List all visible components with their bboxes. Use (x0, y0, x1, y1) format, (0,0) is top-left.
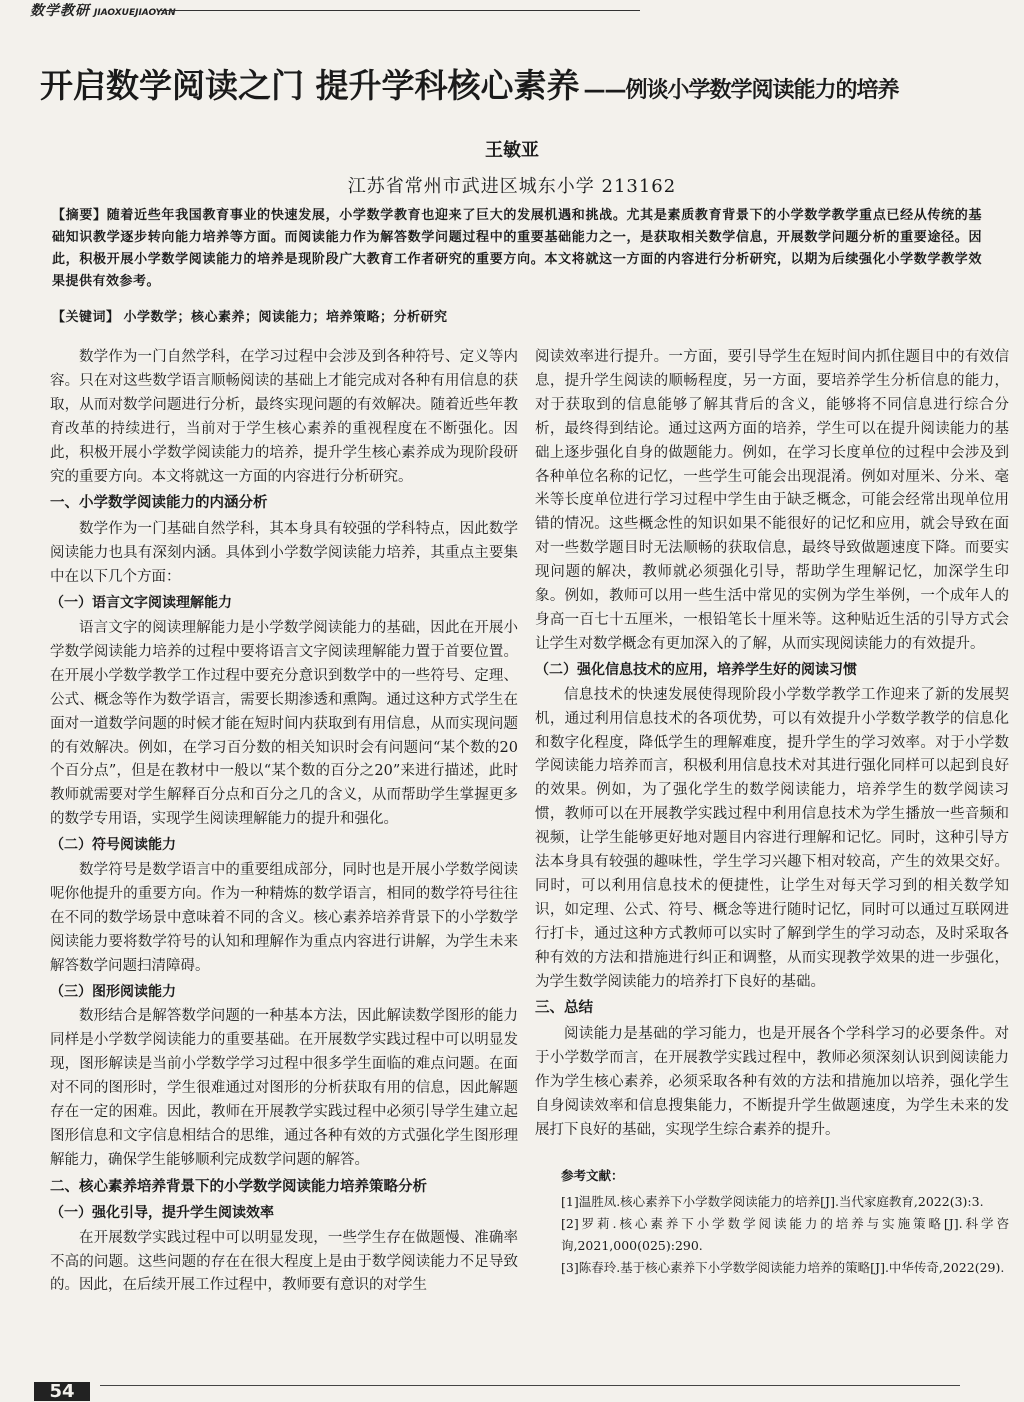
author-name: 王敏亚 (485, 140, 539, 161)
subsection-heading-1-1: （一）语言文字阅读理解能力 (50, 595, 232, 612)
reference-item: [3]陈春玲.基于核心素养下小学数学阅读能力培养的策略[J].中华传奇,2022(29). (561, 1259, 1005, 1275)
right-column (535, 346, 1009, 1279)
section-heading-1: 一、小学数学阅读能力的内涵分析 (50, 495, 268, 512)
journal-name: 数学教研 JIAOXUEJIAOYAN (30, 3, 176, 19)
subsection-1-1-paragraph: 语言文字的阅读理解能力是小学数学阅读能力的基础，因此在开展小学数学阅读能力培养的过程中要将语言文字阅读理解能力置于首要位置。在开展小学数学教学工作过程中要充分意识到数学中的一些符号、定理、公式、概念等作为数学语言，需要长期渗透和熏陶。通过这种方式学生在面对一道数学问题的时候才能在短时间内获取到有用信息，从而实现问题的有效解决。例如，在学习百分数的相关知识时会有问题问“某个数的20个百分点”，但是在教材中一般以“某个数的百分之20”来进行描述，此时教师就需要对学生解释百分点和百分之几的含义，从而帮助学生掌握更多的数学专用语，实现学生阅读理解能力的提升和强化。 (50, 619, 518, 828)
article-title (40, 60, 1020, 107)
footer-rule (100, 1385, 960, 1386)
references (535, 1165, 1009, 1279)
subsection-heading-1-3: （三）图形阅读能力 (50, 983, 176, 1000)
abstract-label: 【摘要】 (52, 208, 107, 223)
continued-paragraph: 阅读效率进行提升。一方面，要引导学生在短时间内抓住题目中的有效信息，提升学生阅读的顺畅程度，另一方面，要培养学生分析信息的能力，对于获取到的信息能够了解其背后的含义，能够将不同信息进行综合分析，最终得到结论。通过这两方面的培养，学生可以在提升阅读能力的基础上逐步强化自身的做题能力。例如，在学习长度单位的过程中会涉及到各种单位名称的记忆，一些学生可能会出现混淆。例如对厘米、分米、毫米等长度单位进行学习过程中学生由于缺乏概念，可能会经常出现单位用错的情况。这些概念性的知识如果不能很好的记忆和应用，就会导致在面对一些数学题目时无法顺畅的获取信息，最终导致做题速度下降。而要实现问题的解决，教师就必须强化引导，帮助学生理解记忆，加深学生印象。例如，教师可以用一些生活中常见的实例为学生举例，一个成年人的身高一百七十五厘米，一根铅笔长十厘米等。这种贴近生活的引导方式会让学生对数学概念有更加深入的了解，从而实现阅读能力的有效提升。 (535, 349, 1009, 652)
section-1-paragraph: 数学作为一门基础自然学科，其本身具有较强的学科特点，因此数学阅读能力也具有深刻内涵。具体到小学数学阅读能力培养，其重点主要集中在以下几个方面： (50, 521, 518, 586)
left-column (50, 346, 518, 1298)
subsection-1-2-paragraph: 数学符号是数学语言中的重要组成部分，同时也是开展小学数学阅读呢你他提升的重要方向。作为一种精炼的数学语言，相同的数学符号往往在不同的数学场景中意味着不同的含义。核心素养培养背景下的小学数学阅读能力要将数学符号的认知和理解作为重点内容进行讲解，为学生未来解答数学问题扫清障碍。 (50, 862, 518, 974)
running-header (0, 0, 1024, 20)
page-number: 54 (34, 1382, 90, 1401)
keywords-label: 【关键词】 (52, 310, 120, 325)
journal-pinyin: JIAOXUEJIAOYAN (94, 8, 176, 18)
subsection-heading-1-2: （二）符号阅读能力 (50, 837, 176, 854)
subsection-heading-2-2: （二）强化信息技术的应用，培养学生好的阅读习惯 (535, 661, 857, 678)
title-sub: ——例谈小学数学阅读能力的培养 (583, 78, 899, 103)
intro-paragraph: 数学作为一门自然学科，在学习过程中会涉及到各种符号、定义等内容。只在对这些数学语言顺畅阅读的基础上才能完成对各种有用信息的获取，从而对数学问题进行分析，最终实现问题的有效解决。随着近些年教育改革的持续进行，当前对于学生核心素养的重视程度在不断强化。因此，积极开展小学数学阅读能力的培养，提升学生核心素养成为现阶段研究的重要方向。本文将就这一方面的内容进行分析研究。 (50, 349, 518, 485)
keywords (52, 306, 982, 325)
section-heading-3: 三、总结 (535, 1000, 593, 1017)
title-main: 开启数学阅读之门 提升学科核心素养 (40, 66, 580, 105)
reference-item: [1]温胜凤.核心素养下小学数学阅读能力的培养[J].当代家庭教育,2022(3):3. (561, 1193, 984, 1209)
header-rule (160, 10, 640, 11)
keywords-text: 小学数学；核心素养；阅读能力；培养策略；分析研究 (123, 310, 448, 325)
section-3-paragraph: 阅读能力是基础的学习能力，也是开展各个学科学习的必要条件。对于小学数学而言，在开展教学实践过程中，教师必须深刻认识到阅读能力作为学生核心素养，必须采取各种有效的方法和措施加以培养，强化学生自身阅读效率和信息搜集能力，不断提升学生做题速度，为学生未来的发展打下良好的基础，实现学生综合素养的提升。 (535, 1026, 1009, 1138)
author-affiliation: 江苏省常州市武进区城东小学 213162 (347, 176, 677, 197)
subsection-2-2-paragraph: 信息技术的快速发展使得现阶段小学数学教学工作迎来了新的发展契机，通过利用信息技术的各项优势，可以有效提升小学数学教学的信息化和数字化程度，降低学生的理解难度，提升学生的学习效率。对于小学数学阅读能力培养而言，积极利用信息技术对其进行强化同样可以起到良好的效果。例如，为了强化学生的数学阅读能力，培养学生的数学阅读习惯，教师可以在开展教学实践过程中利用信息技术为学生播放一些音频和视频，让学生能够更好地对题目内容进行理解和记忆。同时，这种引导方法本身具有较强的趣味性，学生学习兴趣下相对较高，产生的效果交好。同时，可以利用信息技术的便捷性，让学生对每天学习到的相关数学知识，如定理、公式、符号、概念等进行随时记忆，同时可以通过互联网进行打卡，通过这种方式教师可以实时了解到学生的学习动态，及时采取各种有效的方法和措施进行纠正和调整，从而实现教学效果的进一步强化，为学生数学阅读能力的培养打下良好的基础。 (535, 686, 1009, 990)
subsection-2-1-paragraph: 在开展数学实践过程中可以明显发现，一些学生存在做题慢、准确率不高的问题。这些问题的存在在很大程度上是由于数学阅读能力不足导致的。因此，在后续开展工作过程中，教师要有意识的对学生 (50, 1229, 518, 1294)
abstract (52, 205, 982, 293)
references-title: 参考文献： (561, 1167, 624, 1183)
subsection-heading-2-1: （一）强化引导，提升学生阅读效率 (50, 1204, 274, 1221)
section-heading-2: 二、核心素养培养背景下的小学数学阅读能力培养策略分析 (50, 1178, 427, 1195)
subsection-1-3-paragraph: 数形结合是解答数学问题的一种基本方法，因此解读数学图形的能力同样是小学数学阅读能力的重要基础。在开展数学实践过程中可以明显发现，图形解读是当前小学数学学习过程中很多学生面临的难点问题。在面对不同的图形时，学生很难通过对图形的分析获取有用的信息，因此解题存在一定的困难。因此，教师在开展教学实践过程中必须引导学生建立起图形信息和文字信息相结合的思维，通过各种有效的方式强化学生图形理解能力，确保学生能够顺利完成数学问题的解答。 (50, 1008, 518, 1168)
reference-item: [2]罗莉.核心素养下小学数学阅读能力的培养与实施策略[J].科学咨询,2021,000(025):290. (561, 1215, 1009, 1253)
abstract-text: 随着近些年我国教育事业的快速发展，小学数学教育也迎来了巨大的发展机遇和挑战。尤其是素质教育背景下的小学数学教学重点已经从传统的基础知识教学逐步转向能力培养等方面。而阅读能力作为解答数学问题过程中的重要基础能力之一，是获取相关数学信息，开展数学问题分析的重要途径。因此，积极开展小学数学阅读能力的培养是现阶段广大教育工作者研究的重要方向。本文将就这一方面的内容进行分析研究，以期为后续强化小学数学教学效果提供有效参考。 (52, 208, 982, 289)
